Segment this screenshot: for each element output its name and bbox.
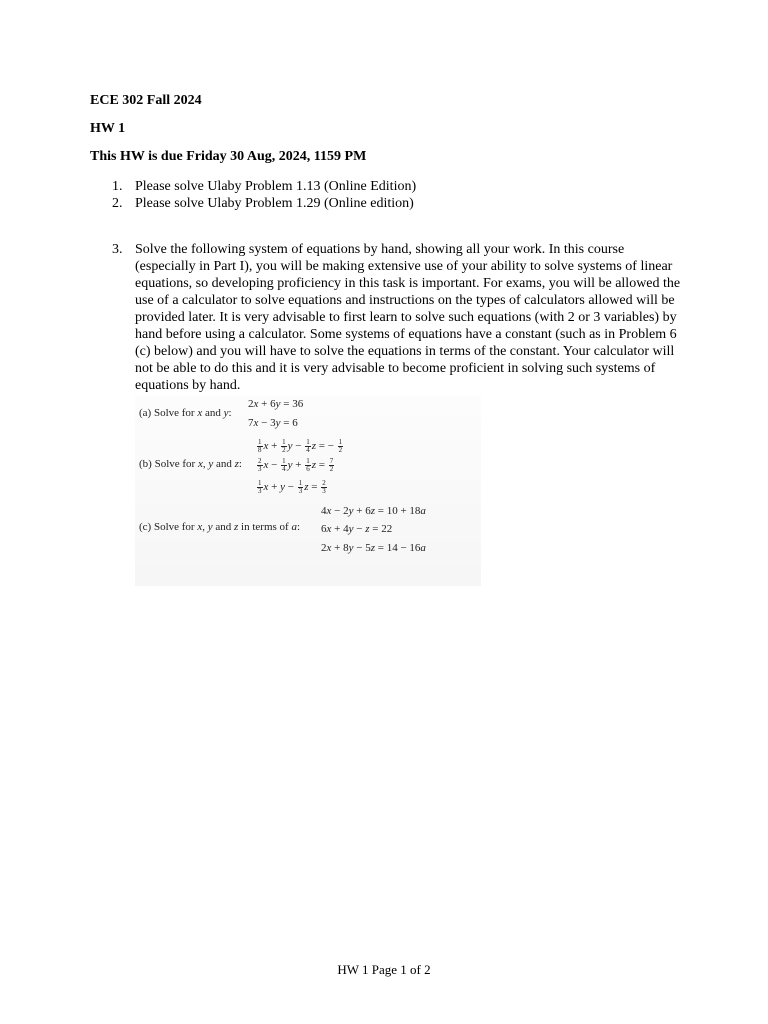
page-footer: HW 1 Page 1 of 2 [337, 962, 431, 977]
problem-1 [112, 178, 416, 195]
due-date: This HW is due Friday 30 Aug, 2024, 1159 PM [90, 149, 367, 164]
system-b-eq1: $\frac{1}{8}$ x + $\frac{1}{2}$ y − $\frac{1}{4}$ z = − $\frac{1}{2}$ [258, 438, 343, 454]
system-c-label: (c) Solve for x, y and z in terms of a: [139, 521, 301, 533]
problem-3 [112, 241, 682, 394]
problem-2-number: 2. [112, 196, 123, 211]
problem-3-text: Solve the following system of equations by hand, showing all your work. In this course (especially in Part I), you will be making extensive use of your ability to solve systems of linear equations, so developing proficiency in this task is important. For exams, you will be allowed the use of a calculator to solve equations and instructions on the types of calculators allowed will be provided later. It is very advisable to first learn to solve such equations (with 2 or 3 variables) by hand before using a calculator. Some systems of equations have a constant (such as in Problem 6 (c) below) and you will have to solve the equations in terms of the constant. Your calculator will not be able to do this and it is very advisable to become proficient in solving such systems of equations by hand. [135, 242, 681, 393]
problem-1-text: Please solve Ulaby Problem 1.13 (Online Edition) [135, 179, 417, 194]
system-c-eq3: 2x + 8y − 5z = 14 − 16a [321, 542, 426, 554]
system-a-label: (a) Solve for x and y: [139, 407, 232, 419]
system-b-label: (b) Solve for x, y and z: [139, 458, 242, 470]
problem-3-number: 3. [112, 242, 123, 257]
hw-title: HW 1 [90, 121, 126, 136]
course-title: ECE 302 Fall 2024 [90, 93, 202, 108]
system-c-eq2: 6x + 4y − z = 22 [321, 523, 393, 535]
problem-2 [112, 195, 416, 212]
system-b-eq2: $\frac{2}{3}$ x − $\frac{1}{4}$ y + $\frac{1}{6}$ z = $\frac{7}{2}$ [258, 457, 334, 473]
system-a-eq2: 7x − 3y = 6 [248, 417, 298, 429]
problem-1-number: 1. [112, 179, 123, 194]
problem-2-text: Please solve Ulaby Problem 1.29 (Online edition) [135, 196, 414, 211]
system-a-eq1: 2x + 6y = 36 [248, 398, 304, 410]
system-c-eq1: 4x − 2y + 6z = 10 + 18a [321, 505, 426, 517]
system-b-eq3: $\frac{1}{3}$ x + y − $\frac{1}{3}$ z = $\frac{2}{3}$ [258, 479, 326, 495]
equations-image [135, 396, 481, 586]
problem-list [112, 178, 416, 212]
